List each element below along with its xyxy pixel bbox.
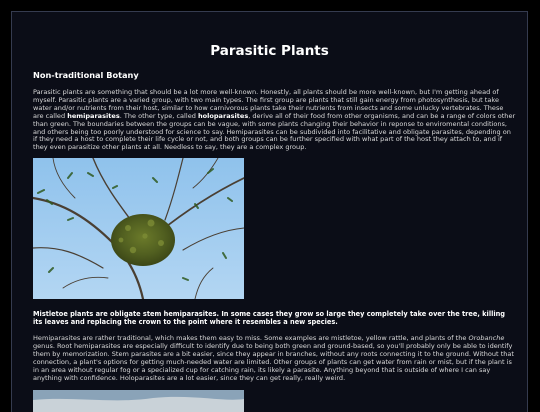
image-caption: Mistletoe plants are obligate stem hemiparasites. In some cases they grow so large they completely take over the tree, killing its leaves and replacing the crown to the point where it resembles a new species.	[33, 310, 506, 327]
hemiparasite-paragraph	[33, 335, 516, 382]
intro-text-3: , derive all of their food from other organisms, and can be a range of colors other than green. The boundaries between the groups can be vague, with some plants changing their behavior in reponse to enviromental conditions, and others being too poorly understood for science to say. Hemiparasites can be subdivided into facilitative and obligate parasites, depending on if they need a host to complete their life cycle or not, and both groups can be further specified with what part of the host they attach to, and if they even parasitize other plants at all. Needless to say, they are a complex group.	[33, 111, 516, 152]
term-hemiparasites: hemiparasites	[67, 111, 120, 120]
content-page	[11, 11, 528, 412]
intro-text-1: Parasitic plants are something that should be a lot more well-known. Honestly, all plants should be more well-known, but I'm getting ahead of myself. Parasitic plants are a varied group, with two main types. The first group are plants that still gain energy from photosynthesis, but take water and/or nutrients from their host, similar to how carnivorous plants take their nutrients from insects and some unlucky vertebrates. These are called	[33, 88, 504, 120]
second-photo	[33, 390, 244, 412]
para2-text-2: genus. Root hemiparasites are especially difficult to identify due to being both green and ground-based, so you'll probably only be able to identify them by memorization. Stem parasites are a bit easier, since they appear in branches, without any roots connecting it to the ground. Without that connection, a plant's options for getting much-needed water are limited. Other groups of plants can get water from rain or mist, but if the plant is in an area without regular fog or a specialized cup for catching rain, its likely a parasite. Anything beyond that is outside of where I can say anything with confidence. Holoparasites are a lot easier, since they can get really, really weird.	[33, 342, 514, 382]
section-heading: Non-traditional Botany	[33, 70, 139, 80]
intro-paragraph	[33, 89, 516, 152]
page-title: Parasitic Plants	[210, 43, 329, 59]
para2-text-1: Hemiparasites are rather traditional, which makes them easy to miss. Some examples are mistletoe, yellow rattle, and plants of the	[33, 334, 469, 343]
term-holoparasites: holoparasites	[197, 111, 249, 120]
intro-text-2: . The other type, called	[119, 111, 198, 120]
mistletoe-photo	[33, 158, 244, 299]
genus-orobanche: Orobanche	[468, 334, 505, 343]
